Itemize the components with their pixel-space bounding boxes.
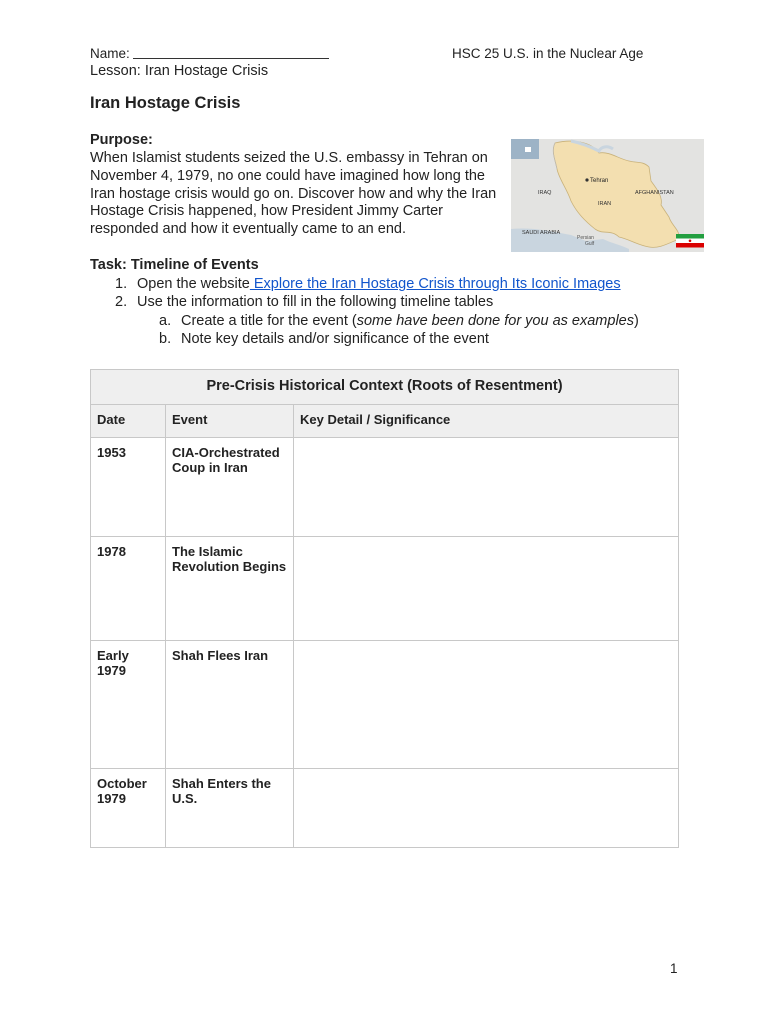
task-list-item-2 [115,293,493,311]
task-list-item-1 [115,275,621,293]
list-letter: a. [159,313,172,329]
table-row [91,438,679,537]
date-cell: 1978 [91,537,166,641]
column-header-date: Date [91,405,166,438]
website-link[interactable]: Explore the Iran Hostage Crisis through Its Iconic Images [249,276,621,292]
timeline-table [90,369,679,848]
list-text: Open the website [137,276,250,292]
detail-cell[interactable] [294,641,679,769]
list-text: Use the information to fill in the following timeline tables [137,294,494,310]
iran-flag-icon [676,234,704,248]
date-cell: October 1979 [91,769,166,848]
document-title: Iran Hostage Crisis [90,94,241,112]
map-label-saudi-arabia: SAUDI ARABIA [522,230,561,236]
detail-cell[interactable] [294,537,679,641]
task-subitem-b [159,330,489,348]
iran-map-image [511,139,704,252]
table-row [91,537,679,641]
name-blank-line[interactable] [133,46,329,59]
table-row [91,641,679,769]
table-title: Pre-Crisis Historical Context (Roots of Resentment) [91,370,679,405]
list-text: Create a title for the event ( [181,313,357,329]
map-label-persian: Persian [577,235,594,241]
lesson-title: Lesson: Iran Hostage Crisis [90,63,269,79]
map-label-iran: IRAN [598,201,612,207]
event-cell: Shah Flees Iran [166,641,294,769]
list-text-suffix: ) [634,313,639,329]
event-cell: Shah Enters the U.S. [166,769,294,848]
list-number: 1. [115,276,128,292]
task-subitem-a [159,312,639,330]
table-title-row [91,370,679,405]
purpose-text: When Islamist students seized the U.S. embassy in Tehran on November 4, 1979, no one could have imagined how long the Iran hostage crisis would go on. Discover how and why the Iran Hostage Crisis happened, how President Jimmy Carter responded and how it eventually came to an end. [90,150,497,238]
column-header-event: Event [166,405,294,438]
name-field[interactable] [90,46,329,61]
purpose-heading: Purpose: [90,132,153,148]
table-header-row [91,405,679,438]
tehran-marker [585,178,588,181]
date-cell: Early 1979 [91,641,166,769]
list-text-italic: some have been done for you as examples [356,313,634,329]
event-cell: CIA-Orchestrated Coup in Iran [166,438,294,537]
map-label-tehran: Tehran [590,178,609,184]
list-letter: b. [159,331,172,347]
detail-cell[interactable] [294,769,679,848]
detail-cell[interactable] [294,438,679,537]
list-number: 2. [115,294,128,310]
event-cell: The Islamic Revolution Begins [166,537,294,641]
list-text: Note key details and/or significance of the event [181,331,489,347]
name-label: Name: [90,46,130,61]
date-cell: 1953 [91,438,166,537]
map-label-afghanistan: AFGHANISTAN [635,190,674,196]
locator-highlight [525,147,531,152]
task-heading: Task: Timeline of Events [90,257,259,273]
course-title: HSC 25 U.S. in the Nuclear Age [452,46,644,61]
page-number: 1 [670,961,678,976]
table-row [91,769,679,848]
column-header-detail: Key Detail / Significance [294,405,679,438]
map-label-iraq: IRAQ [538,190,552,196]
map-label-gulf: Gulf [585,241,595,247]
